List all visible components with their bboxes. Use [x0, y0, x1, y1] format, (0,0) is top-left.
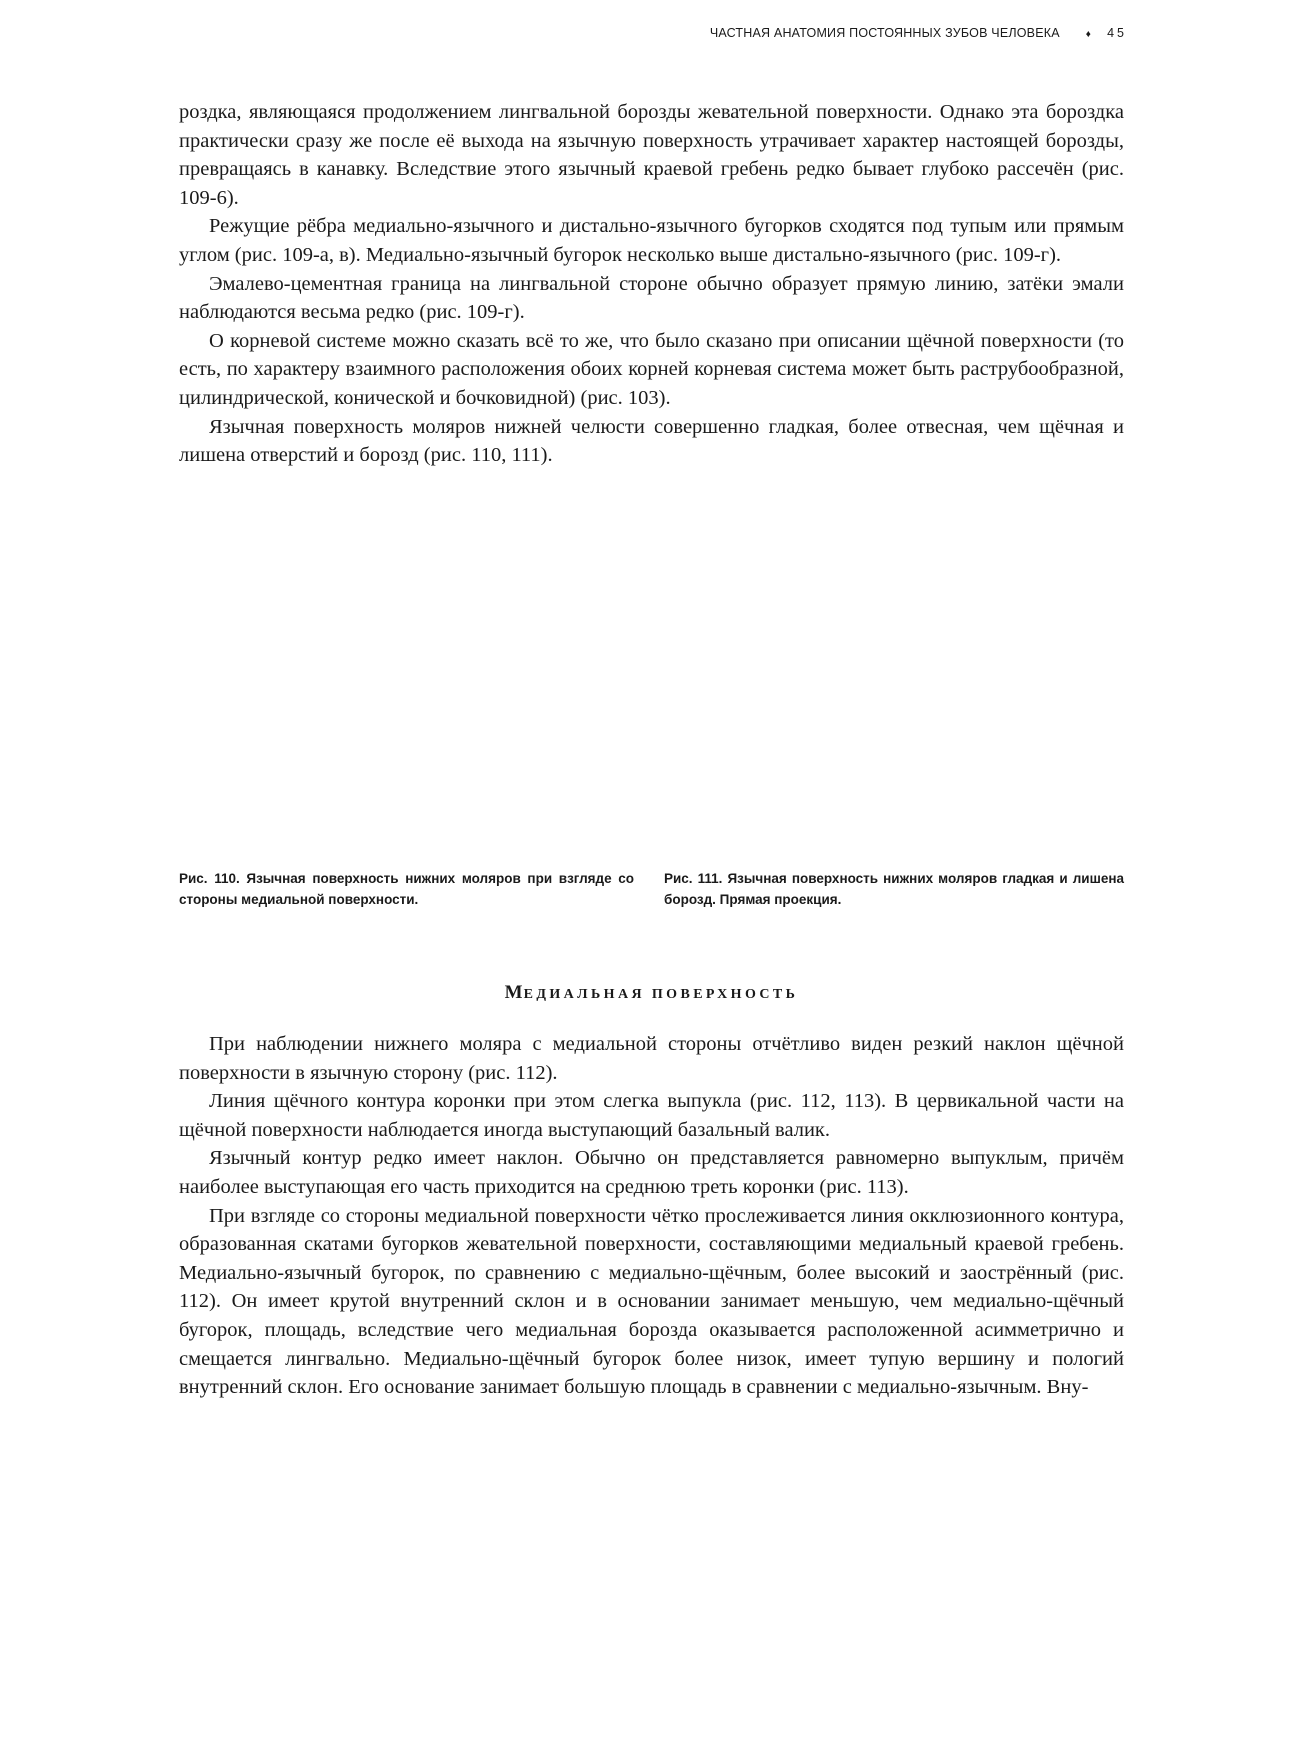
paragraph: При наблюдении нижнего моляра с медиальной стороны отчётливо виден резкий наклон щёчной поверхности в язычную сторону (рис. 112).	[179, 1033, 1124, 1084]
figure-111-caption: Рис. 111. Язычная поверхность нижних моляров гладкая и лишена борозд. Прямая проекция.	[664, 871, 1124, 907]
running-head-title: ЧАСТНАЯ АНАТОМИЯ ПОСТОЯННЫХ ЗУБОВ ЧЕЛОВЕКА	[709, 26, 1060, 40]
paragraph: Язычный контур редко имеет наклон. Обычно он представляется равномерно выпуклым, причём наиболее выступающая его часть приходится на среднюю треть коронки (рис. 113).	[179, 1147, 1124, 1198]
paragraph: Язычная поверхность моляров нижней челюсти совершенно гладкая, более отвесная, чем щёчная и лишена отверстий и борозд (рис. 110, 111).	[179, 415, 1124, 467]
diamond-separator-icon: ♦	[1085, 29, 1092, 40]
paragraph: Режущие рёбра медиально-язычного и дистально-язычного бугорков сходятся под тупым или прямым углом (рис. 109-а, в). Медиально-язычный бугорок несколько выше дистально-язычного (рис. 109-г).	[179, 215, 1124, 266]
section-heading-initial: М	[504, 982, 524, 1003]
paragraph: О корневой системе можно сказать всё то же, что было сказано при описании щёчной поверхности (то есть, по характеру взаимного расположения обоих корней корневая система может быть раструбообразной, цилиндрической, конической и бочковидной) (рис. 103).	[179, 329, 1124, 409]
paragraph: При взгляде со стороны медиальной поверхности чётко прослеживается линия окклюзионного контура, образованная скатами бугорков жевательной поверхности, составляющими медиальный краевой гребень. Медиально-язычный бугорок, по сравнению с медиально-щёчным, более высокий и заострённый (рис. 112). Он имеет крутой внутренний склон и в основании занимает меньшую, чем медиально-щёчный бугорок, площадь, вследствие чего медиальная борозда оказывается расположенной асимметрично и смещается лингвально. Медиально-щёчный бугорок более низок, имеет тупую вершину и пологий внутренний склон. Его основание занимает большую площадь в сравнении с медиально-язычным. Вну-	[179, 1204, 1124, 1399]
paragraph: Линия щёчного контура коронки при этом слегка выпукла (рис. 112, 113). В цервикальной части на щёчной поверхности наблюдается иногда выступающий базальный валик.	[179, 1090, 1124, 1141]
figure-110-caption: Рис. 110. Язычная поверхность нижних моляров при взгляде со стороны медиальной поверхности.	[179, 871, 634, 907]
body-text-top	[179, 98, 1124, 470]
paragraph: Эмалево-цементная граница на лингвальной стороне обычно образует прямую линию, затёки эмали наблюдаются весьма редко (рис. 109-г).	[179, 272, 1124, 324]
figure-captions	[179, 868, 1124, 910]
section-heading-rest: ЕДИАЛЬНАЯ ПОВЕРХНОСТЬ	[523, 987, 799, 1002]
running-head	[710, 26, 1127, 40]
section-heading	[0, 982, 1303, 1004]
page-number: 45	[1107, 26, 1127, 40]
body-text-bottom	[179, 1030, 1124, 1402]
paragraph: роздка, являющаяся продолжением лингвальной борозды жевательной поверхности. Однако эта бороздка практически сразу же после её выхода на язычную поверхность утрачивает характер настоящей борозды, превращаясь в канавку. Вследствие этого язычный краевой гребень редко бывает глубоко рассечён (рис. 109-6).	[179, 101, 1124, 209]
